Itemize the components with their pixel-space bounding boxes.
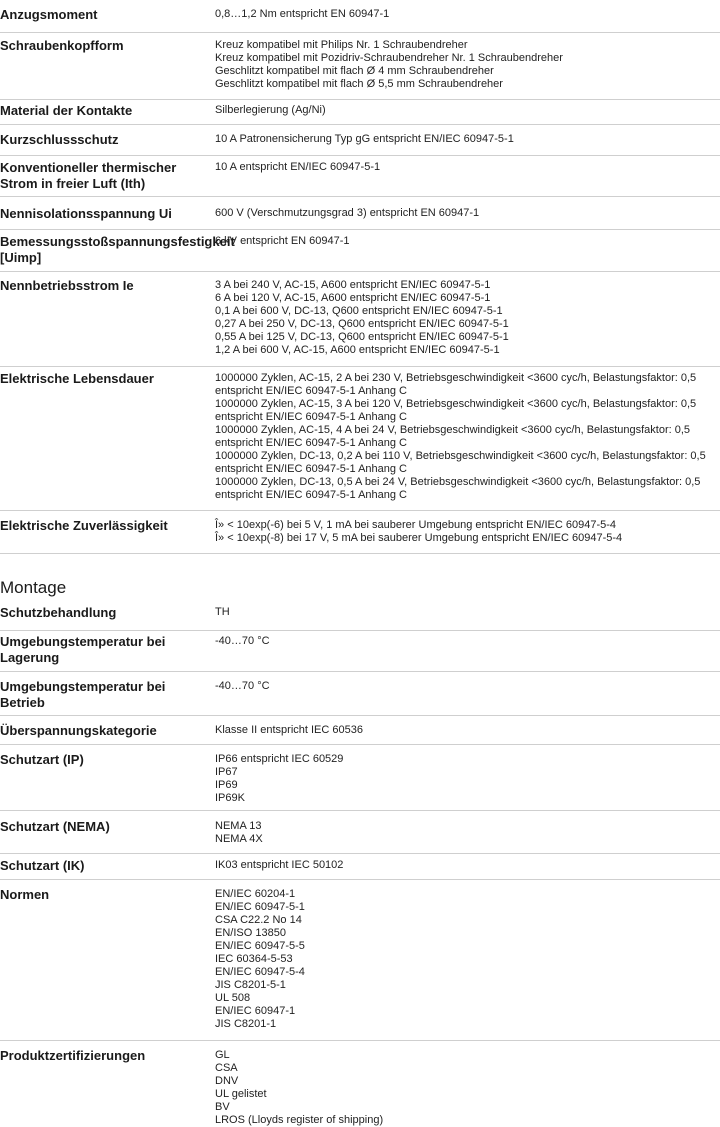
spec-value-line: 1000000 Zyklen, AC-15, 3 A bei 120 V, Betriebsgeschwindigkeit <3600 cyc/h, Belastungsfaktor: 0,5 [215,398,697,410]
spec-value-line: EN/IEC 60947-1 [215,1005,296,1017]
spec-label [0,679,210,711]
row-divider [0,853,720,854]
spec-value [215,8,715,21]
spec-value-line: 6 A bei 120 V, AC-15, A600 entspricht EN/IEC 60947-5-1 [215,292,491,304]
spec-value-line: 0,27 A bei 250 V, DC-13, Q600 entspricht EN/IEC 60947-5-1 [215,318,509,330]
spec-value-line: BV [215,1101,230,1113]
spec-value-line: entspricht EN/IEC 60947-5-1 Anhang C [215,463,408,475]
spec-label [0,206,210,222]
spec-label-line: Schutzart (IK) [0,858,85,873]
spec-value-line: JIS C8201-5-1 [215,979,286,991]
row-divider [0,671,720,672]
spec-value-line: 1000000 Zyklen, DC-13, 0,5 A bei 24 V, Betriebsgeschwindigkeit <3600 cyc/h, Belastungsfaktor: 0,5 [215,476,701,488]
spec-value-line: 1000000 Zyklen, AC-15, 4 A bei 24 V, Betriebsgeschwindigkeit <3600 cyc/h, Belastungsfaktor: 0,5 [215,424,691,436]
row-divider [0,271,720,272]
spec-value-line: EN/ISO 13850 [215,927,286,939]
spec-label [0,371,210,387]
spec-label-line: Nennisolationsspannung Ui [0,206,172,221]
row-divider [0,553,720,554]
spec-label [0,518,210,534]
spec-value [215,680,715,693]
spec-label-line: Umgebungstemperatur bei [0,679,166,694]
spec-value [215,606,715,619]
spec-label-line: Betrieb [0,695,45,710]
row-divider [0,510,720,511]
spec-value-line: EN/IEC 60947-5-1 [215,901,305,913]
spec-label-line: Bemessungsstoßspannungsfestigkeit [0,234,235,249]
spec-value [215,207,715,220]
spec-label [0,38,210,54]
spec-value-line: entspricht EN/IEC 60947-5-1 Anhang C [215,437,408,449]
spec-value-line: 0,8…1,2 Nm entspricht EN 60947-1 [215,8,390,20]
spec-value-line: EN/IEC 60204-1 [215,888,296,900]
spec-label-line: Schraubenkopfform [0,38,124,53]
spec-value-line: IP67 [215,766,238,778]
spec-value-line: IP69K [215,792,245,804]
spec-label [0,278,210,294]
spec-value-line: EN/IEC 60947-5-5 [215,940,305,952]
spec-value-line: 10 A entspricht EN/IEC 60947-5-1 [215,161,381,173]
spec-value [215,888,715,1031]
spec-value [215,724,715,737]
spec-value-line: JIS C8201-1 [215,1018,277,1030]
spec-label-line: Strom in freier Luft (Ith) [0,176,146,191]
spec-value-line: 600 V (Verschmutzungsgrad 3) entspricht EN 60947-1 [215,207,480,219]
spec-label-line: Lagerung [0,650,60,665]
spec-value-line: IEC 60364-5-53 [215,953,293,965]
row-divider [0,32,720,33]
spec-value-line: Klasse II entspricht IEC 60536 [215,724,363,736]
row-divider [0,155,720,156]
spec-value-line: 10 A Patronensicherung Typ gG entspricht EN/IEC 60947-5-1 [215,133,514,145]
spec-label [0,887,210,903]
spec-label-line: Schutzart (IP) [0,752,84,767]
spec-label [0,7,210,23]
spec-value-line: Kreuz kompatibel mit Pozidriv-Schraubendreher Nr. 1 Schraubendreher [215,52,563,64]
spec-label [0,160,210,192]
spec-value-line: Kreuz kompatibel mit Philips Nr. 1 Schraubendreher [215,39,468,51]
spec-value [215,519,715,545]
row-divider [0,715,720,716]
row-divider [0,196,720,197]
spec-value [215,279,715,357]
spec-label [0,234,235,266]
row-divider [0,630,720,631]
spec-label [0,132,210,148]
row-divider [0,229,720,230]
row-divider [0,124,720,125]
spec-value [215,235,715,248]
spec-value-line: IP69 [215,779,238,791]
spec-value-line: 1,2 A bei 600 V, AC-15, A600 entspricht EN/IEC 60947-5-1 [215,344,500,356]
spec-label-line: [Uimp] [0,250,42,265]
spec-value-line: Geschlitzt kompatibel mit flach Ø 5,5 mm Schraubendreher [215,78,503,90]
spec-label [0,819,210,835]
spec-label-line: Anzugsmoment [0,7,98,22]
spec-value [215,635,715,648]
spec-value-line: -40…70 °C [215,635,270,647]
spec-label [0,605,210,621]
spec-label-line: Umgebungstemperatur bei [0,634,166,649]
spec-value [215,1049,715,1127]
spec-value-line: IK03 entspricht IEC 50102 [215,859,344,871]
spec-label-line: Produktzertifizierungen [0,1048,146,1063]
spec-value-line: GL [215,1049,230,1061]
spec-label [0,1048,210,1064]
spec-value-line: 6 kV entspricht EN 60947-1 [215,235,350,247]
spec-value [215,104,715,117]
spec-label [0,634,210,666]
spec-label-line: Kurzschlussschutz [0,132,119,147]
spec-value-line: CSA [215,1062,238,1074]
spec-value-line: NEMA 13 [215,820,262,832]
spec-value-line: Î» < 10exp(-8) bei 17 V, 5 mA bei sauberer Umgebung entspricht EN/IEC 60947-5-4 [215,532,623,544]
spec-value-line: LROS (Lloyds register of shipping) [215,1114,384,1126]
spec-value-line: Silberlegierung (Ag/Ni) [215,104,326,116]
spec-value-line: 1000000 Zyklen, AC-15, 2 A bei 230 V, Betriebsgeschwindigkeit <3600 cyc/h, Belastungsfaktor: 0,5 [215,372,697,384]
spec-value-line: 1000000 Zyklen, DC-13, 0,2 A bei 110 V, Betriebsgeschwindigkeit <3600 cyc/h, Belastungsfaktor: 0,5 [215,450,706,462]
spec-value-line: entspricht EN/IEC 60947-5-1 Anhang C [215,411,408,423]
spec-label-line: Material der Kontakte [0,103,133,118]
spec-label-line: Normen [0,887,50,902]
spec-value-line: -40…70 °C [215,680,270,692]
spec-value-line: NEMA 4X [215,833,263,845]
spec-label [0,723,210,739]
row-divider [0,744,720,745]
spec-value-line: DNV [215,1075,239,1087]
spec-value [215,753,715,805]
spec-value-line: CSA C22.2 No 14 [215,914,302,926]
spec-label [0,103,210,119]
spec-value-line: entspricht EN/IEC 60947-5-1 Anhang C [215,385,408,397]
spec-label-line: Elektrische Zuverlässigkeit [0,518,168,533]
row-divider [0,366,720,367]
spec-value-line: 3 A bei 240 V, AC-15, A600 entspricht EN/IEC 60947-5-1 [215,279,491,291]
spec-value-line: UL gelistet [215,1088,267,1100]
spec-value [215,820,715,846]
spec-label-line: Schutzart (NEMA) [0,819,110,834]
row-divider [0,99,720,100]
spec-label [0,752,210,768]
spec-value-line: entspricht EN/IEC 60947-5-1 Anhang C [215,489,408,501]
row-divider [0,879,720,880]
spec-label-line: Schutzbehandlung [0,605,117,620]
spec-value [215,859,715,872]
spec-label [0,858,210,874]
spec-value-line: UL 508 [215,992,251,1004]
row-divider [0,1040,720,1041]
spec-value-line: Î» < 10exp(-6) bei 5 V, 1 mA bei sauberer Umgebung entspricht EN/IEC 60947-5-4 [215,519,617,531]
spec-value [215,133,715,146]
spec-value [215,372,715,502]
spec-value-line: TH [215,606,230,618]
spec-value [215,161,715,174]
spec-label-line: Nennbetriebsstrom Ie [0,278,134,293]
spec-label-line: Konventioneller thermischer [0,160,177,175]
spec-value-line: EN/IEC 60947-5-4 [215,966,305,978]
row-divider [0,810,720,811]
spec-value-line: 0,1 A bei 600 V, DC-13, Q600 entspricht EN/IEC 60947-5-1 [215,305,503,317]
spec-label-line: Überspannungskategorie [0,723,157,738]
spec-value-line: Geschlitzt kompatibel mit flach Ø 4 mm Schraubendreher [215,65,494,77]
spec-value-line: IP66 entspricht IEC 60529 [215,753,344,765]
spec-value-line: 0,55 A bei 125 V, DC-13, Q600 entspricht EN/IEC 60947-5-1 [215,331,509,343]
section-heading: Montage [0,578,67,597]
spec-value [215,39,715,91]
spec-label-line: Elektrische Lebensdauer [0,371,154,386]
